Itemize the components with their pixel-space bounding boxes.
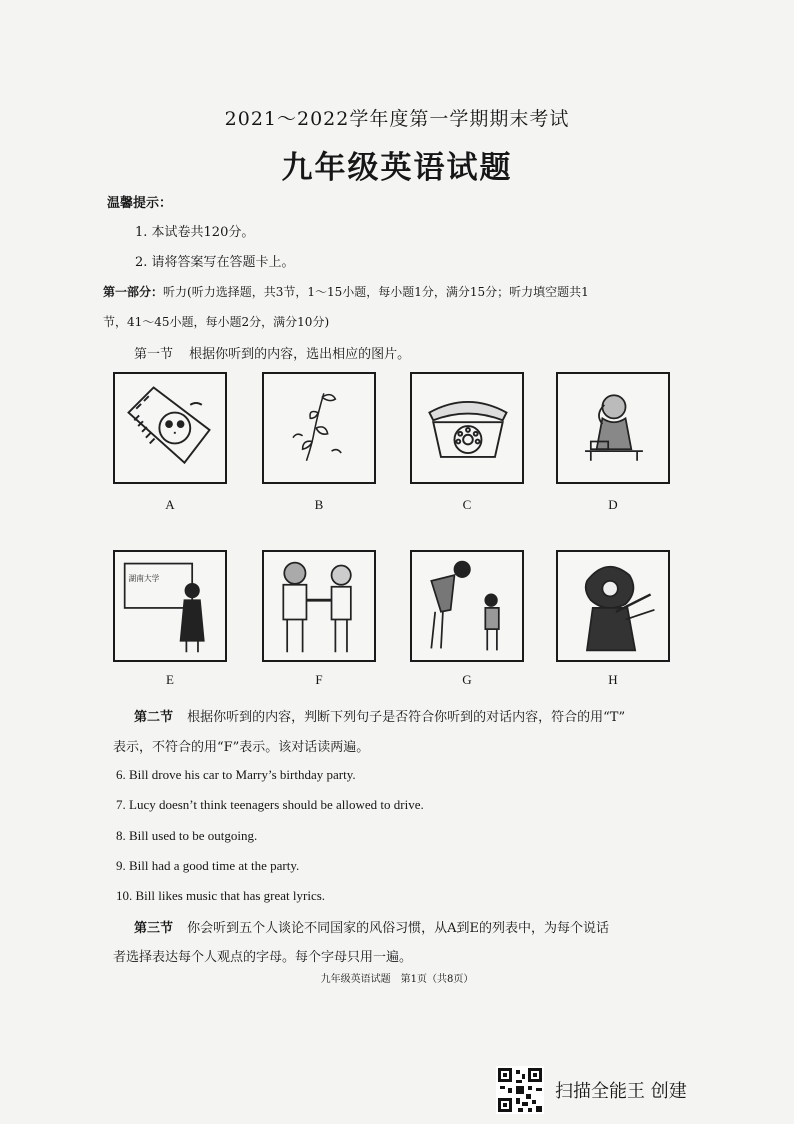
tip-item: 1. 本试卷共120分。 <box>135 225 255 240</box>
section-three-line-2: 者选择表达每个人观点的字母。每个字母只用一遍。 <box>113 950 413 965</box>
picture-label: E <box>166 672 174 687</box>
section-two-line <box>134 706 625 725</box>
telephone-icon <box>412 374 522 482</box>
section-one-line <box>134 343 410 362</box>
scanner-watermark: 扫描全能王 创建 <box>555 1081 687 1102</box>
picture-c <box>410 372 524 484</box>
picture-label: C <box>462 497 472 512</box>
question-item: 6. Bill drove his car to Marry’s birthday party. <box>116 767 356 782</box>
part-one-label: 第一部分： <box>103 285 164 299</box>
page-footer: 九年级英语试题 第1页（共8页） <box>320 974 474 985</box>
picture-d <box>556 372 670 484</box>
notebook-panda-icon <box>115 374 225 482</box>
picture-f <box>262 550 376 662</box>
bowing-icon <box>412 552 522 660</box>
student-thinking-icon <box>558 374 668 482</box>
violinist-icon <box>558 552 668 660</box>
picture-a <box>113 372 227 484</box>
question-item: 9. Bill had a good time at the party. <box>116 858 300 873</box>
tip-item: 2. 请将答案写在答题卡上。 <box>135 255 295 270</box>
picture-label: G <box>462 672 472 687</box>
part-one-line <box>103 283 589 300</box>
subject-title: 九年级英语试题 <box>281 150 513 186</box>
handshake-icon <box>264 552 374 660</box>
picture-b <box>262 372 376 484</box>
picture-label: B <box>314 497 324 512</box>
section-one-text: 根据你听到的内容，选出相应的图片。 <box>189 347 411 362</box>
question-item: 10. Bill likes music that has great lyrics. <box>116 888 326 903</box>
section-three-label: 第三节 <box>134 921 174 936</box>
part-one-line-2: 节，41～45小题，每小题2分，满分10分) <box>103 315 330 329</box>
section-three-text: 你会听到五个人谈论不同国家的风俗习惯，从A到E的列表中，为每个说话 <box>187 921 610 936</box>
picture-g <box>410 550 524 662</box>
part-one-desc: 听力(听力选择题，共3节，1～15小题，每小题1分，满分15分；听力填空题共1 <box>163 285 589 299</box>
question-item: 8. Bill used to be outgoing. <box>116 828 258 843</box>
section-two-text: 根据你听到的内容，判断下列句子是否符合你听到的对话内容，符合的用“T” <box>187 710 626 725</box>
teacher-blackboard-icon <box>115 552 225 660</box>
board-text: 湖南大学 <box>128 573 160 583</box>
section-two-label: 第二节 <box>134 710 174 725</box>
picture-label: H <box>608 672 618 687</box>
dried-flower-icon <box>264 374 374 482</box>
picture-h <box>556 550 670 662</box>
picture-label: A <box>165 497 175 512</box>
picture-label: F <box>315 672 323 687</box>
question-item: 7. Lucy doesn’t think teenagers should be allowed to drive. <box>116 797 424 812</box>
tips-heading: 温馨提示： <box>107 196 173 211</box>
picture-e <box>113 550 227 662</box>
section-three-line <box>134 917 609 936</box>
section-one-label: 第一节 <box>134 347 174 362</box>
picture-label: D <box>608 497 618 512</box>
section-two-line-2: 表示，不符合的用“F”表示。该对话读两遍。 <box>113 740 370 755</box>
qr-code-icon <box>496 1066 544 1114</box>
exam-title: 2021～2022学年度第一学期期末考试 <box>224 108 570 130</box>
